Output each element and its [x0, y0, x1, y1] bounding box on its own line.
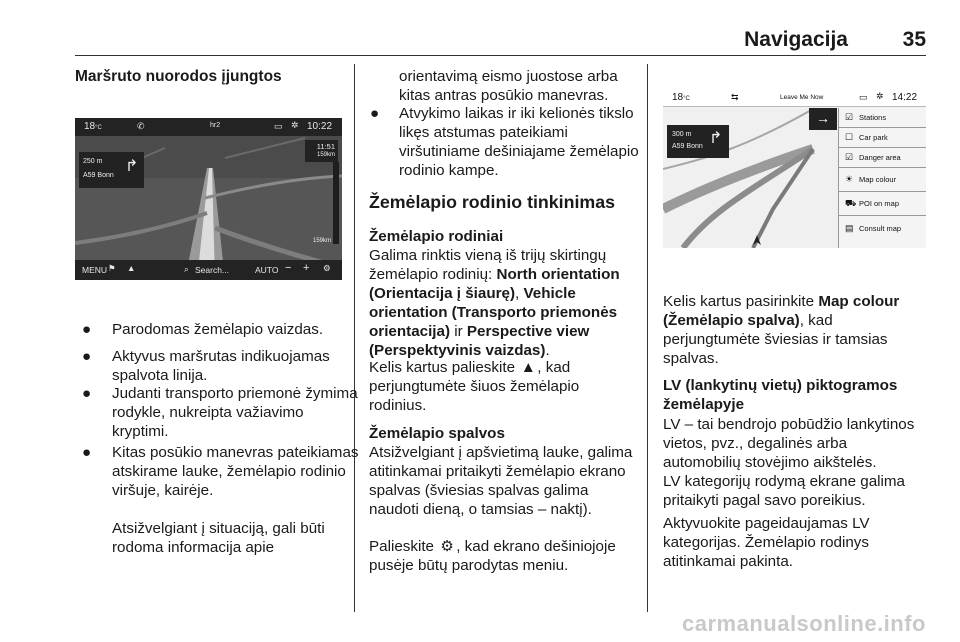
- screen-mirror-icon[interactable]: ▭: [859, 92, 868, 102]
- menu-item-car-park[interactable]: [839, 128, 926, 148]
- menu-item-label: Stations: [859, 113, 887, 122]
- clock: 10:22: [307, 121, 333, 132]
- bullet-text: Aktyvus maršrutas indikuojamas spalvota linija.: [112, 348, 330, 384]
- maneuver-road: A59 Bonn: [83, 172, 114, 179]
- turn-right-icon: ↱: [709, 130, 723, 147]
- navigation-arrow-icon: ▲: [520, 359, 536, 376]
- temperature: 18°C: [672, 92, 690, 103]
- bullet-dot: ●: [370, 105, 380, 122]
- checkbox-unchecked-icon[interactable]: ☐: [845, 132, 854, 142]
- auto-zoom-button[interactable]: AUTO: [255, 265, 279, 275]
- paragraph-poi-definition: LV – tai bendrojo pobūdžio lankytinos vietos, pvz., degalinės arba automobilių stovėjimo aikštelės.: [663, 416, 915, 471]
- watermark: carmanualsonline.info: [682, 611, 926, 636]
- flag-icon[interactable]: ⚑: [108, 263, 116, 273]
- settings-gear-icon[interactable]: ✲: [876, 91, 884, 101]
- list-item: [370, 104, 642, 184]
- menu-item-label: Car park: [859, 133, 888, 142]
- map-settings-icon: ⚙: [440, 538, 455, 555]
- sun-icon: ☀: [845, 174, 854, 184]
- map-settings-icon[interactable]: ⚙: [323, 263, 331, 273]
- map-options-menu: [838, 108, 926, 248]
- paragraph-poi-activate: Aktyvuokite pageidaujamas LV kategorijas. Žemėlapio rodinys atitinkamai pakinta.: [663, 515, 870, 570]
- checkbox-checked-icon[interactable]: ☑: [845, 152, 854, 162]
- route-progress-bar: [333, 162, 339, 244]
- page-number: 35: [902, 28, 926, 51]
- menu-item-danger-area[interactable]: [839, 148, 926, 168]
- list-item: [82, 384, 358, 444]
- bullet-text: Kitas posūkio manevras pateikiamas atskirame lauke, žemėlapio rodinio viršuje, kairėje.: [112, 444, 359, 499]
- map-view-icon[interactable]: ▲: [127, 263, 136, 273]
- bullet-dot: ●: [82, 444, 92, 461]
- list-item: [82, 443, 359, 523]
- menu-item-label: Danger area: [859, 153, 901, 162]
- turn-right-icon: ↱: [125, 158, 139, 175]
- paragraph-map-views: Galima rinktis vieną iš trijų skirtingų žemėlapio rodinių: North orientation (Orientacija į šiaurę), Vehicle orientation (Transporto priemonės orientacija) ir Perspective view (Perspektyvinis vaizdas).: [369, 247, 620, 359]
- phone-icon[interactable]: ✆: [137, 121, 145, 131]
- list-item: [82, 347, 352, 387]
- settings-gear-icon[interactable]: ✲: [291, 120, 299, 130]
- paragraph-open-menu: Palieskite ⚙ , kad ekrano dešiniojoje pusėje būtų parodytas meniu.: [369, 538, 616, 574]
- paragraph-toggle-views: Kelis kartus palieskite ▲, kad perjungtumėte šiuos žemėlapio rodinius.: [369, 359, 580, 414]
- search-icon[interactable]: ⌕: [184, 264, 189, 274]
- map-perspective: [75, 118, 342, 280]
- usb-icon[interactable]: ⇆: [731, 92, 739, 102]
- maneuver-box: [667, 125, 729, 158]
- maneuver-box: [79, 152, 144, 188]
- leave-me-now-label: Leave Me Now: [780, 94, 824, 101]
- screen-mirror-icon[interactable]: ▭: [274, 121, 283, 131]
- menu-item-stations[interactable]: [839, 108, 926, 128]
- remaining-distance: 159km: [313, 238, 332, 244]
- paragraph-map-colours: Atsižvelgiant į apšvietimą lauke, galima atitinkamai pritaikyti žemėlapio ekrano spalvas (šviesias spalvas galima naudoti dieną, o tamsias – naktį).: [369, 444, 633, 518]
- eta-time: 11:51: [316, 142, 335, 151]
- heading-map-settings: Žemėlapio rodinio tinkinimas: [369, 192, 616, 212]
- subheading-map-views: Žemėlapio rodiniai: [369, 228, 504, 245]
- subheading-map-colours: Žemėlapio spalvos: [369, 425, 505, 442]
- menu-button[interactable]: MENU: [82, 265, 108, 275]
- maneuver-distance: 250 m: [83, 158, 103, 165]
- zoom-out-icon[interactable]: −: [285, 262, 292, 274]
- menu-item-label: Consult map: [859, 224, 902, 233]
- section-title: Navigacija: [744, 28, 848, 51]
- bullet-dot: ●: [82, 321, 92, 338]
- maneuver-road: A59 Bonn: [672, 143, 703, 150]
- bullet-text: Judanti transporto priemonė žymima rodykle, nukreipta važiavimo kryptimi.: [112, 385, 358, 440]
- list-item: [82, 320, 352, 340]
- clock: 14:22: [892, 92, 918, 103]
- bottom-bar: [75, 260, 342, 280]
- nav-screen-menu: [663, 89, 926, 248]
- next-arrow-icon[interactable]: →: [809, 108, 837, 130]
- menu-item-label: Map colour: [859, 175, 897, 184]
- search-field[interactable]: Search...: [195, 265, 230, 275]
- route-label: hr2: [210, 122, 221, 129]
- zoom-in-icon[interactable]: +: [303, 262, 310, 274]
- bullet-continuation: orientavimą eismo juostose arba kitas antras posūkio manevras.: [399, 68, 618, 104]
- nav-screen-guidance: [75, 118, 342, 280]
- heading-guidance-active: Maršruto nuorodos įjungtos: [75, 68, 282, 85]
- subheading-poi-icons: LV (lankytinų vietų) piktogramos žemėlapyje: [663, 377, 898, 413]
- eta-distance: 159km: [316, 152, 335, 158]
- menu-item-poi-on-map[interactable]: [839, 192, 926, 216]
- bullet-continuation: Atsižvelgiant į situaciją, gali būti rodoma informacija apie: [112, 520, 325, 556]
- poi-icon: ⛟: [845, 198, 857, 208]
- bullet-dot: ●: [82, 385, 92, 402]
- eta-box: [305, 140, 338, 162]
- map-icon: ▤: [845, 223, 854, 233]
- temperature: 18°C: [84, 121, 102, 132]
- top-status-bar: [75, 118, 342, 136]
- menu-item-map-colour[interactable]: [839, 168, 926, 192]
- top-status-bar: [663, 89, 926, 107]
- paragraph-map-colour-select: Kelis kartus pasirinkite Map colour (Žemėlapio spalva), kad perjungtumėte šviesias ir tamsias spalvas.: [663, 293, 900, 367]
- paragraph-poi-customize: LV kategorijų rodymą ekrane galima pritaikyti pagal savo poreikius.: [663, 473, 905, 509]
- column-divider: [647, 64, 648, 612]
- checkbox-checked-icon[interactable]: ☑: [845, 112, 854, 122]
- bullet-dot: ●: [82, 348, 92, 365]
- menu-item-label: POI on map: [859, 199, 900, 208]
- maneuver-distance: 300 m: [672, 131, 692, 138]
- bullet-text: Atvykimo laikas ir iki kelionės tikslo likęs atstumas pateikiami viršutiniame dešiniajame žemėlapio rodinio kampe.: [399, 105, 639, 179]
- bullet-text: Parodomas žemėlapio vaizdas.: [112, 321, 324, 338]
- page-header: [75, 22, 926, 56]
- menu-item-consult-map[interactable]: [839, 216, 926, 242]
